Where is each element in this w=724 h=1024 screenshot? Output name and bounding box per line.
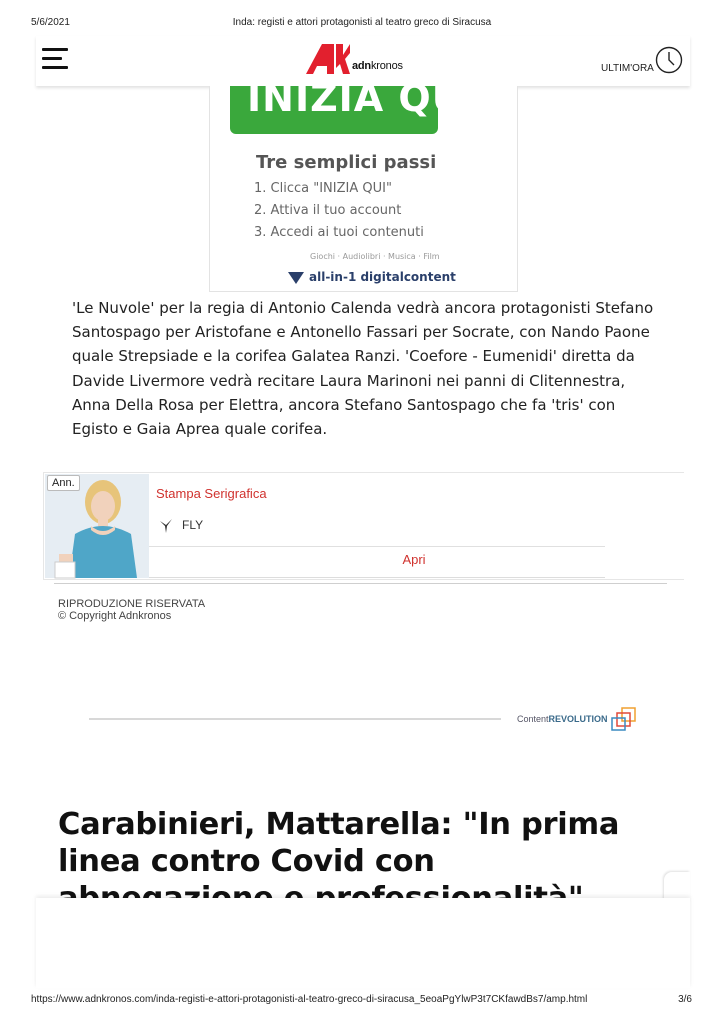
article-paragraph: 'Le Nuvole' per la regia di Antonio Calenda vedrà ancora protagonisti Stefano Santospago per Aristofane e Antonello Fassari per Socrate, con Nando Paone quale Strepsiade e la corifea Galatea Ranzi. 'Coefore - Eumenidi' diretta da Davide Livermore vedrà recitare Laura Marinoni nei panni di Clitennestra, Anna Della Rosa per Elettra, ancora Stefano Santospago che fa 'tris' con Egisto e Gaia Aprea quale corifea. xyxy=(72,299,654,439)
ad-categories: Giochi · Audiolibri · Musica · Film xyxy=(310,252,440,261)
ad-brand: all-in-1 digitalcontent xyxy=(288,270,456,284)
content-revolution-line xyxy=(89,718,501,720)
sponsored-card[interactable] xyxy=(43,472,684,580)
copyright-notice xyxy=(58,598,205,622)
menu-icon[interactable] xyxy=(42,48,68,70)
sponsored-title[interactable]: Stampa Serigrafica xyxy=(156,486,267,501)
divider xyxy=(54,583,667,584)
adnkronos-logo-mark xyxy=(306,44,350,74)
logo-text: adnkronos xyxy=(352,60,403,72)
ad-step: 2. Attiva il tuo account xyxy=(254,203,402,218)
content-revolution-label[interactable]: ContentREVOLUTION xyxy=(517,714,608,724)
copyright-text: © Copyright Adnkronos xyxy=(58,610,172,622)
ad-cta-banner[interactable] xyxy=(230,76,479,134)
print-page-number: 3/6 xyxy=(678,994,692,1005)
rights-text: RIPRODUZIONE RISERVATA xyxy=(58,598,206,610)
ad-cta-text: INIZIA QUI xyxy=(247,76,479,120)
sponsored-brand: FLY xyxy=(182,518,204,532)
card-divider xyxy=(149,546,605,547)
next-article-headline[interactable]: Carabinieri, Mattarella: "In prima linea contro Covid con xyxy=(58,807,620,879)
ad-step: 3. Accedi ai tuoi contenuti xyxy=(254,225,424,240)
print-title: Inda: registi e attori protagonisti al teatro greco di Siracusa xyxy=(232,17,492,28)
clock-icon[interactable] xyxy=(655,46,683,74)
ad-brand-arrow-icon xyxy=(288,272,304,284)
ad-badge: Ann. xyxy=(47,475,80,491)
advertisement[interactable] xyxy=(209,76,518,292)
fly-logo-icon xyxy=(160,519,172,533)
ad-heading: Tre semplici passi xyxy=(256,152,437,173)
ad-step: 1. Clicca "INIZIA QUI" xyxy=(254,181,392,196)
open-button[interactable]: Apri xyxy=(402,552,426,567)
print-date: 5/6/2021 xyxy=(31,17,70,28)
print-url: https://www.adnkronos.com/inda-registi-e-attori-protagonisti-al-teatro-greco-di-siracusa_5eoaPgYlwP3t7CKfawdBs7/amp.html xyxy=(31,994,588,1005)
ultimora-link[interactable]: ULTIM'ORA xyxy=(601,63,654,74)
adnkronos-logo[interactable] xyxy=(306,44,416,74)
card-bottom-line xyxy=(149,577,605,578)
content-revolution-icon xyxy=(610,706,638,732)
bottom-sticky-bar xyxy=(36,898,690,988)
